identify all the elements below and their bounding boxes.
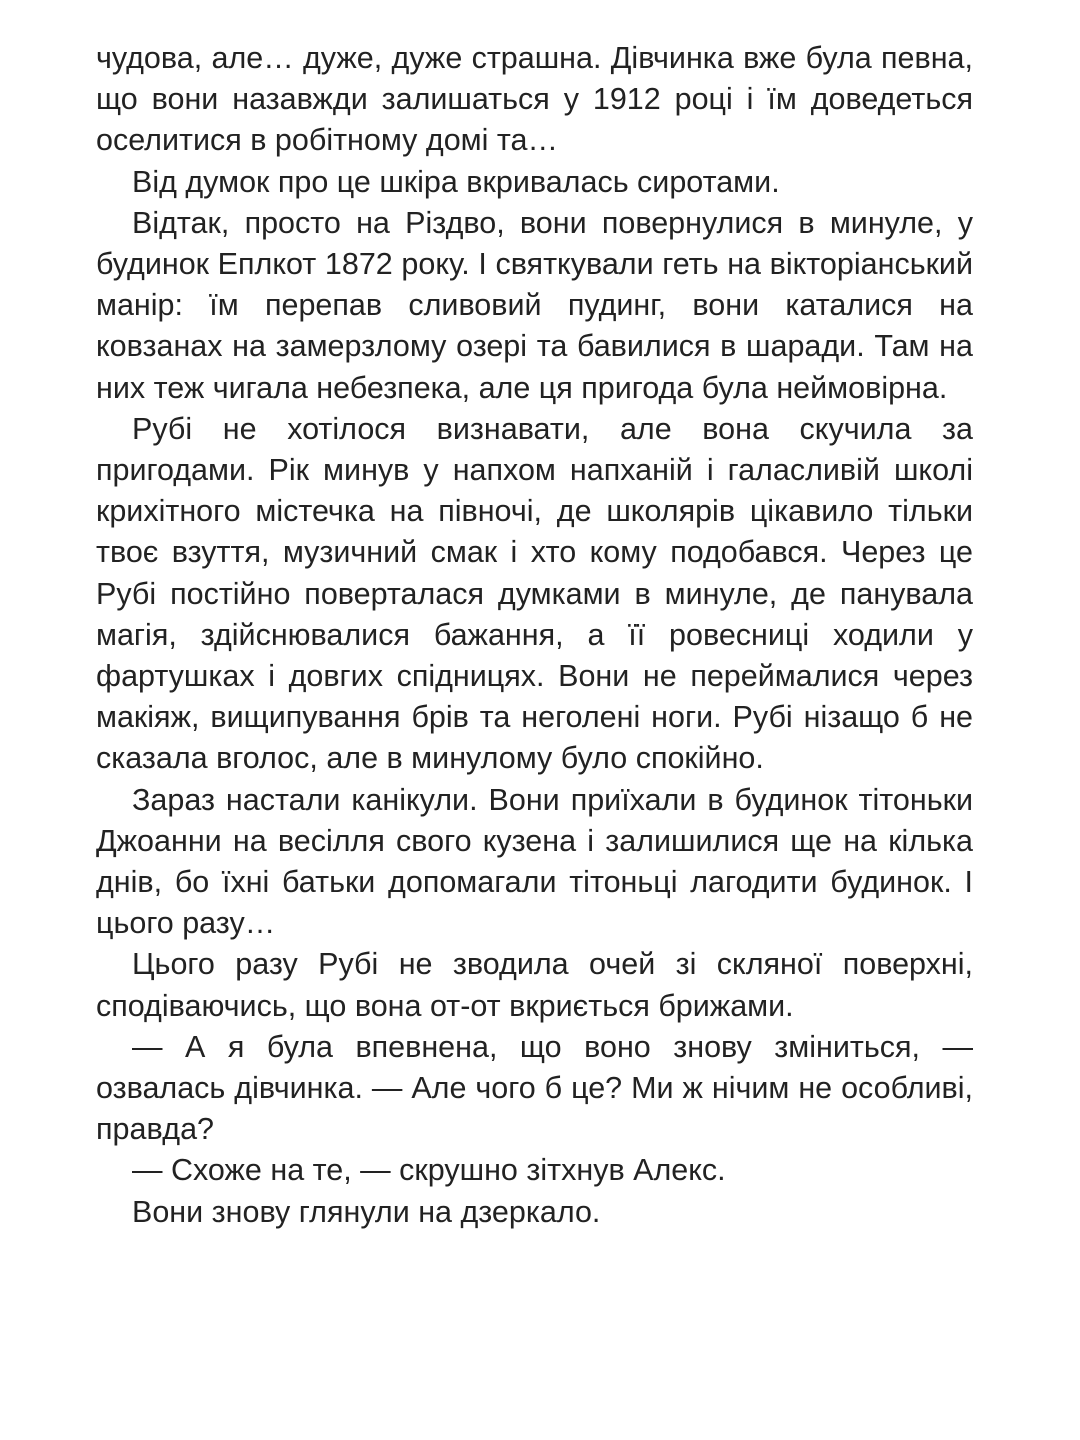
paragraph: Цього разу Рубі не зводила очей зі скляної поверхні, сподіваючись, що вона от-от вкриється брижами. [96,947,973,1023]
paragraph: Відтак, просто на Різдво, вони повернулися в минуле, у будинок Еплкот 1872 року. І святкували геть на вікторіанський манір: їм перепав сливовий пудинг, вони каталися на ковзанах на замерзлому озері та бавилися в шаради. Там на них теж чигала небезпека, але ця пригода була неймовірна. [96,205,973,405]
paragraph-continued: чудова, але… дуже, дуже страшна. Дівчинка вже була певна, що вони назавжди залишаться у 1912 році і їм доведеться оселитися в робітному домі та… [96,41,973,158]
paragraph: Від думок про це шкіра вкривалась сиротами. [132,164,780,199]
dialogue-paragraph: — А я була впевнена, що воно знову зміниться, — озвалась дівчинка. — Але чого б це? Ми ж нічим не особливі, правда? [96,1029,973,1147]
paragraph: Вони знову глянули на дзеркало. [132,1194,601,1229]
paragraph: Рубі не хотілося визнавати, але вона скучила за пригодами. Рік минув у напхом напханій і галасливій школі крихітного містечка на півночі, де школярів цікавило тільки твоє взуття, музичний смак і хто кому подобався. Через це Рубі постійно поверталася думками в минуле, де панувала магія, здійснювалися бажання, а її ровесниці ходили у фартушках і довгих спідницях. Вони не переймалися через макіяж, вищипування брів та неголені ноги. Рубі нізащо б не сказала вголос, але в минулому було спокійно. [96,411,973,776]
paragraph: Зараз настали канікули. Вони приїхали в будинок тітоньки Джоанни на весілля свого кузена і залишилися ще на кілька днів, бо їхні батьки допомагали тітоньці лагодити будинок. І цього разу… [96,782,973,941]
dialogue-paragraph: — Схоже на те, — скрушно зітхнув Алекс. [132,1153,726,1188]
book-page [96,38,973,1233]
